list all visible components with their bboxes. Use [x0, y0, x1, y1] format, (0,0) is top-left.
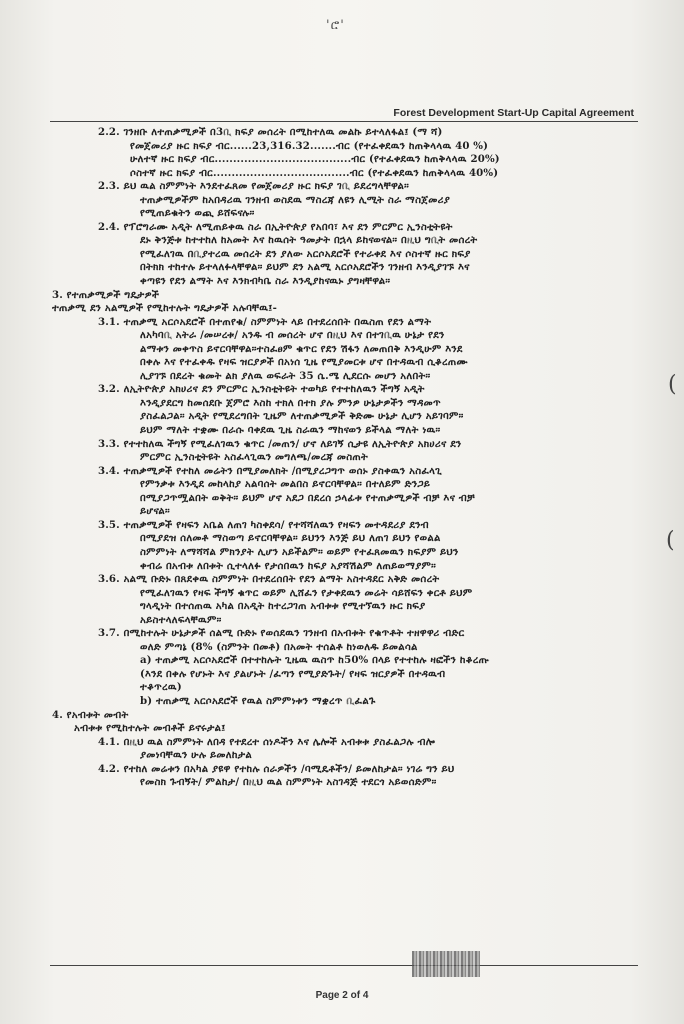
footer-rule [50, 965, 638, 966]
text-line: ሁለተኛ ዙር ክፍያ ብር.....................................ብር (የተፈቀደዉን ከጠቅላላዉ 20%) [130, 153, 500, 166]
text-line: በቀሉ እና የተፈቀዱ የዛፍ ዝርያዎች በአነሰ ጊዜ የሚያመርቱ ሆኖ በተዳዉብ ሲቆረጠሙ [140, 356, 468, 369]
page-number: Page 2 of 4 [315, 990, 369, 1001]
margin-bracket-mark: ( [668, 372, 677, 397]
text-line: 3.2. ለኢትዮጵያ አክሀሪና ደን ምርምር ኢንስቲትዩት ተወካይ የተተከለዉን ችግኝ አዲት [98, 383, 425, 396]
text-line: እንዲያደርግ ከመሰደቡ ጀምሮ እስከ ተክለ በተክ ያሉ ምንዎ ሁኔታዎችን ማዳመጥ [140, 396, 441, 409]
text-line: ተቆጥረዉ) [140, 681, 182, 694]
text-line: 3. የተጠቃሚዎች ግዴታዎች [52, 288, 160, 301]
text-line: 3.5. ተጠቃሚዎች የዛፍን አቤል ለጠገ ካስቀደሳ/ የተሻሻለዉን የዛፍን መተዳደሪያ ደንብ [98, 518, 429, 531]
text-line: b) ተጠቃሚ አርሶአደሮች የዉል ስምምነቱን ማቋረጥ ቢፈልጉ [140, 694, 376, 707]
text-line: ሶስተኛ ዙር ክፍያ ብር.....................................ብር (የተፈቀደዉን ከጠቅላላዉ 40%) [130, 166, 499, 179]
text-line: ደኑ ቅንጅቱ ከተተከለ ከአመት እና ከዉሰት ዓመታት በኋላ ይከናወናል። በዚህ ግቢት መሰረት [140, 234, 478, 247]
text-line: ተጠቃሚ ደን አልሚዎች የሚከተሉት ግዴታዎች አሉባቸዉ፤- [52, 302, 277, 315]
text-line: በትክክ ተከተሉ ይተላለፉላቸዋል። ይህም ደን አልሚ አርሶአደሮችን ገንዘብ እንዲያገኙ እና [140, 261, 470, 274]
text-line: 2.2. ገንዘቡ ለተጠቃሚዎች በ3ቢ ክፍያ መሰረት በሚከተለዉ መልኩ ይተላለፋል፤ (ማ ሻ) [98, 126, 443, 138]
text-line: ሊያገኙ በደረት ቁመት ልክ ያለዉ ወፍራት 35 ሴ.ሜ ሊደርሱ መሆን አለበት። [140, 369, 431, 382]
text-line: የመጀመሪያ ዙር ክፍያ ብር......23,316.32.......ብር (የተፈቀደዉን ከጠቅላላዉ 40 %) [130, 139, 489, 152]
text-line: 3.6. አልሚ ቡድኑ በጸደቀዉ ስምምነት በተደረሰበት የደን ልማት አስተዳደር አቅድ መሰረት [98, 573, 440, 586]
text-line: ግላዲነት በተሰጠዉ አካል በአዲት ከተረጋገጠ አብቱቱ የሚተኘዉን ዙር ክፍያ [140, 600, 426, 613]
body-text [52, 126, 642, 790]
text-line: ተጠቃሚዎችም ከአበዳሪዉ ገንዘብ ወስደዉ ማስረጃ ለዩን ሊሚት ስራ ማስጀመሪያ [140, 193, 451, 206]
text-line: ይህም ማለት ተቋሙ በራሱ ባቀደዉ ጊዜ ስራዉን ማከናወን ይችላል ማለት ነዉ። [140, 424, 441, 437]
text-line: ስምምነት ለማሻሻል ምክንያት ሊሆን አይችልም። ወይም የተፈጸመዉን ክፍያም ይህን [140, 545, 459, 558]
margin-bracket-mark: ( [666, 528, 675, 553]
text-line: 2.4. የፕሮግራሙ አዲት ለሚጠይቀዉ ስራ በኢትዮጵያ የአበባ፣ እና ደን ምርምር ኢንስቲትዩት [98, 220, 453, 233]
text-line: የመስክ ጉብኝት/ ምልከታ/ በዚህ ዉል ስምምነት አስገዳጅ ተደርጎ አይወሰድም። [140, 776, 437, 789]
text-line: ለአካባቢ አትራ /መሠረቱ/ አንዱ ብ መሰረት ሆኖ በዚህ እና በተገቢዉ ሁኔታ የደን [140, 329, 445, 342]
text-line: የምንቃቱ እንዲደ መከላከያ አልባሰት መልበስ ይኖርባቸዋል። በተለይም ድንጋይ [140, 478, 431, 491]
text-line: 3.7. በሚከተሉት ሁኔታዎች ሰልሚ ቡድኑ የወሰደዉን ገንዘብ በአብቱት የቁጥቶት ተዘዋዋሪ ብድር [98, 627, 465, 640]
text-line: 4.2. የተከለ መሬቱን በአካል ያዩዋ የተከሉ ሰራዎችን /ባሚዴቶችን/ ይመለከታል። ነገሬ ግን ይህ [98, 762, 455, 775]
text-line: ወለድ ምጣኔ (8% (ስምንት በመቶ) በአመት ተሰልቶ ከነወለዱ ይመልሳል [140, 640, 418, 653]
text-line: ልማቱን መቀጥስ ይኖርባቸዋል።ተስፈፀም ቁጥር የደን ሽፋን ለመጠበቅ እንዲሁም እንደ [140, 342, 463, 355]
text-line: 3.1. ተጠቃሚ አርሶአደሮች በተጠየቁ/ ስምምነት ላይ በተደረሰበት በዉስጠ የደን ልማት [98, 315, 432, 328]
text-line: ይሆናል። [140, 505, 170, 518]
text-line: ቀጣዩን የደን ልማት እና እንክብካቤ ስራ እንዲያከናዉኑ ያግዛቸዋል። [140, 275, 391, 288]
stamp-image [412, 951, 480, 977]
text-line: 3.3. የተተከለዉ ችግኝ የሚፈለገዉን ቁጥር /መጠን/ ሆኖ ለይገኝ ሲታዩ ለኢትዮጵያ አክሀሪና ደን [98, 437, 462, 450]
text-line: የሚፈለገዉን የዛፍ ችግኝ ቁጥር ወይም ሊሸፈን የታቀደዉን መሬት ሳይሸፍን ቀርቶ ይህም [140, 586, 473, 599]
text-line: (እንደ በቀሉ የሆኑት እና ያልሆኑት /ፈጣን የሚያድጉት/ የዛፍ ዝርያዎች በተዳዉብ [140, 667, 446, 680]
text-line: የሚፈለገዉ በቢያተረዉ መሰረት ደን ያለው አርሶአደሮች የተራቀደ እና ሶስተኛ ዙር ክፍያ [140, 247, 471, 260]
text-line: ቀብሬ በአብቱ ለበቱት ሲተላለፉ የታሰበዉን ከፍያ አያሻሽልም ለጠይወማያም። [140, 559, 437, 572]
text-line: ያመነባቸዉን ሁሉ ይመለከታል [140, 749, 253, 762]
text-line: አይስተላለፍላቸዉም። [140, 613, 222, 626]
text-line: 4.1. በዚህ ዉል ስምምነት ለበዳ የተደረተ ሰነዶችን እና ሌሎች አብቱቱ ያስፈልጋሉ ብሎ [98, 735, 436, 748]
header-rule [50, 121, 638, 122]
running-header: Forest Development Start-Up Capital Agreement [393, 107, 634, 119]
text-line: ምርምር ኢንስቲትዩት አስፈላጊዉን መግለጫ/መረጃ መስጠት [140, 451, 369, 464]
text-line: a) ተጠቃሚ አርሶአደሮች በተተከሉት ጊዜዉ ዉስጥ ከ50% በላይ የተተከሉ ዛፎችን ከቆረጡ [140, 654, 490, 667]
text-line: የሚጠይቁትን ወጪ ይሸፍናሉ። [140, 207, 255, 220]
text-line: በሚያደዝ ሰለመቶ ማስወጣ ይኖርባቸዋል። ይህንን እንጅ ይህ ለጠገ ይህን የወልል [140, 532, 441, 545]
top-mark: 'ሮ' [326, 18, 345, 33]
text-line: አብቱቱ የሚከተሉት መብቶች ይኖሩታል፤ [74, 722, 226, 735]
text-line: 4. የአብቱት መብት [52, 708, 129, 721]
text-line: በሚያጋጥሟልበት ወቅት። ይህም ሆኖ አደጋ በደረሰ ኃላፊቱ የተጠቃሚዎች ብቻ እና ብቻ [140, 491, 475, 504]
text-line: ያስፈልጋል። አዲት የሚደረግበት ጊዜም ለተጠቃሚዎች ቅድሙ ሁኔታ ሊሆን አይገባም። [140, 410, 464, 423]
text-line: 3.4. ተጠቃሚዎች የተከለ መሬትን በሚያመለክት /በሚያረጋግጥ ወሰኑ ያስቀዉን አስፈላጊ [98, 464, 442, 477]
text-line: 2.3. ይህ ዉል ስምምነት እንደተፈጸመ የመጀመሪያ ዙር ክፍያ ገቢ ይደረግላቸዋል። [98, 180, 410, 193]
